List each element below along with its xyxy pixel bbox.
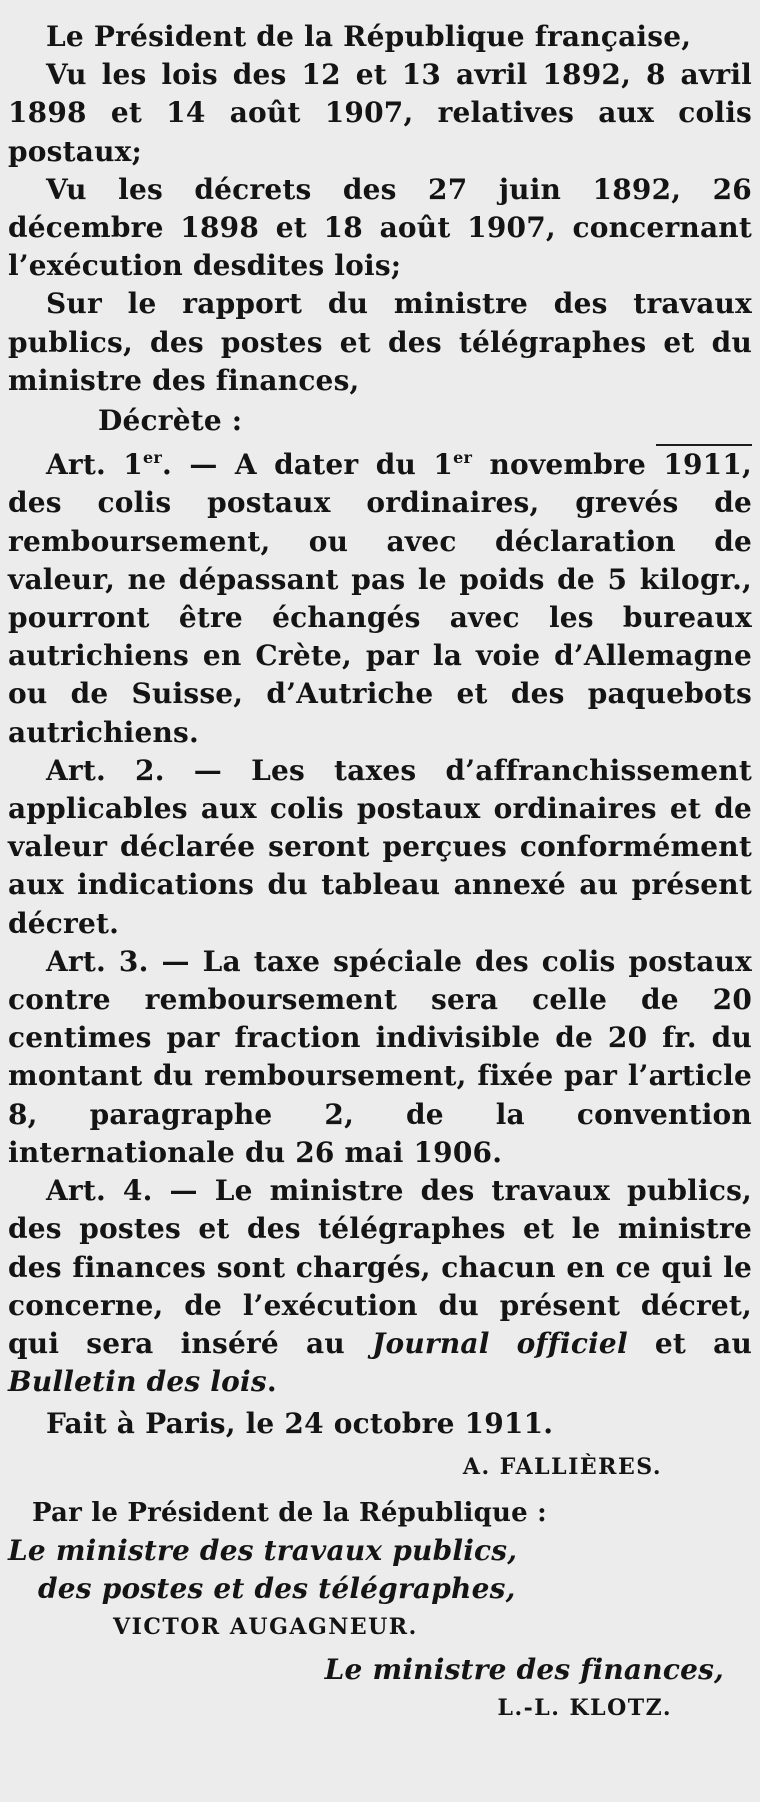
article-1 bbox=[8, 446, 752, 752]
decrete-heading: Décrète : bbox=[98, 404, 243, 438]
article-1-text-b: novembre 1911, des colis postaux ordinaires, grevés de remboursement, ou avec déclaration de valeur, ne dépassant pas le poids de 5 kilogr., pourront être échangés avec les bureaux autrichiens en Crète, par la voie d’Allemagne ou de Suisse, d’Autriche et des paquebots autrichiens. bbox=[8, 448, 752, 749]
article-2-text: — Les taxes d’affranchissement applicables aux colis postaux ordinaires et de valeur déclarée seront perçues conformément aux indications du tableau annexé au présent décret. bbox=[8, 753, 752, 940]
fait-a-paris: Fait à Paris, le 24 octobre 1911. bbox=[46, 1407, 554, 1441]
article-3-text: — La taxe spéciale des colis postaux contre remboursement sera celle de 20 centimes par fraction indivisible de 20 fr. du montant du remboursement, fixée par l’article 8, paragraphe 2, de la convention internationale du 26 mai 1906. bbox=[8, 944, 752, 1169]
article-1-label: Art. 1 bbox=[46, 448, 143, 482]
article-2-label: Art. 2. bbox=[46, 753, 165, 787]
article-2 bbox=[8, 752, 752, 943]
article-3 bbox=[8, 943, 752, 1172]
minister-2-title: Le ministre des finances, bbox=[324, 1652, 724, 1686]
minister-1-signature: VICTOR AUGAGNEUR. bbox=[113, 1614, 418, 1641]
article-4-text-b: et au bbox=[627, 1326, 752, 1360]
journal-officiel-title: Journal officiel bbox=[372, 1326, 628, 1360]
sur-rapport-paragraph: Sur le rapport du ministre des travaux publics, des postes et des télégraphes et du ministre des finances, bbox=[8, 287, 752, 397]
vu-decrets-paragraph: Vu les décrets des 27 juin 1892, 26 décembre 1898 et 18 août 1907, concernant l’exécution desdites lois; bbox=[8, 172, 752, 283]
bulletin-des-lois-title: Bulletin des lois bbox=[8, 1365, 267, 1399]
minister-1-title-line2: des postes et des télégraphes, bbox=[38, 1572, 516, 1606]
article-1-label-sup: er bbox=[143, 448, 163, 468]
preamble-title: Le Président de la République française, bbox=[46, 20, 692, 53]
minister-2-signature: L.-L. KLOTZ. bbox=[497, 1694, 672, 1721]
article-1-text-a: . — A dater du 1 bbox=[162, 448, 454, 482]
article-4-end: . bbox=[266, 1365, 277, 1399]
article-4-text-a: — Le ministre des travaux publics, des postes et des télégraphes et le ministre des finances sont chargés, chacun en ce qui le concerne, de l’exécution du présent décret, qui sera inséré au bbox=[8, 1174, 752, 1360]
minister-1-title-line1: Le ministre des travaux publics, bbox=[8, 1533, 518, 1567]
president-signature: A. FALLIÈRES. bbox=[462, 1453, 662, 1480]
article-4-label: Art. 4. bbox=[46, 1174, 153, 1208]
par-le-president: Par le Président de la République : bbox=[32, 1497, 547, 1528]
article-4 bbox=[8, 1172, 752, 1401]
article-3-label: Art. 3. bbox=[46, 944, 149, 978]
vu-lois-paragraph: Vu les lois des 12 et 13 avril 1892, 8 avril 1898 et 14 août 1907, relatives aux colis postaux; bbox=[8, 58, 752, 168]
article-1-date-sup: er bbox=[453, 448, 473, 468]
